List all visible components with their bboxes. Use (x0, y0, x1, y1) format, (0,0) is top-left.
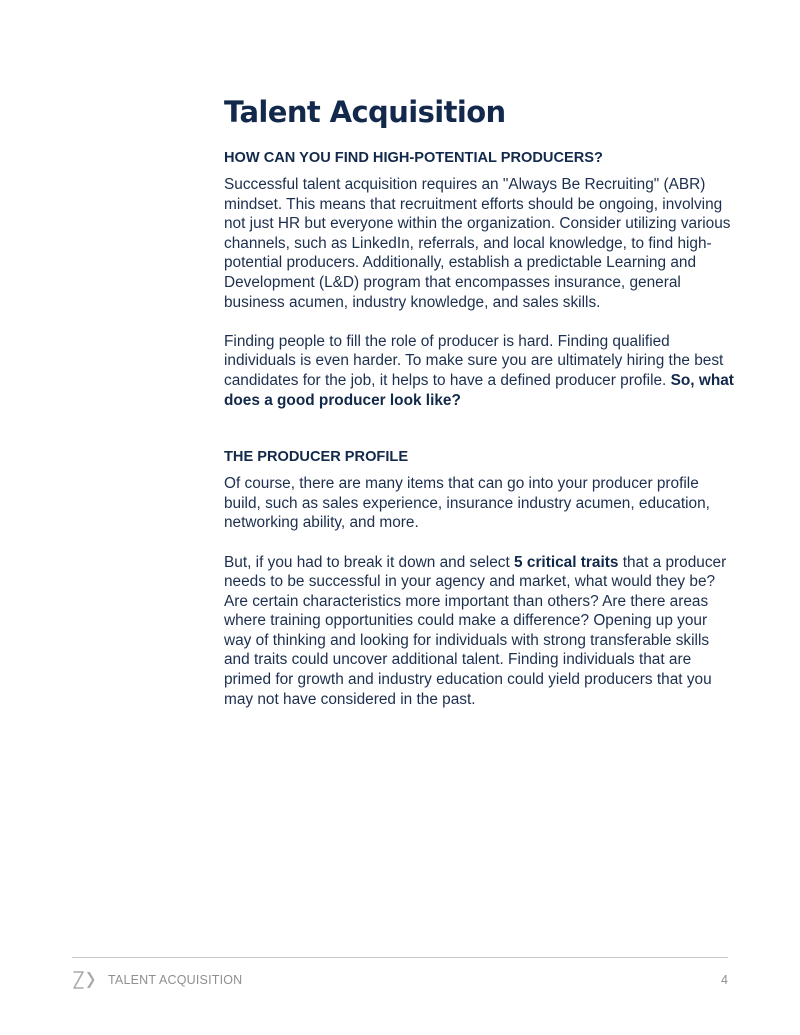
paragraph-spacer (224, 312, 734, 332)
critical-traits-bold: 5 critical traits (514, 553, 619, 571)
paragraph-text-before: But, if you had to break it down and select (224, 553, 515, 571)
paragraph-abr-mindset: Successful talent acquisition requires an "Always Be Recruiting" (ABR) mindset. This means that recruitment efforts should be ongoing, involving not just HR but everyone within the organization. Consider utilizing various channels, such as LinkedIn, referrals, and local knowledge, to find high-potential producers. Additionally, establish a predictable Learning and Development (L&D) program that encompasses insurance, general business acumen, industry knowledge, and sales skills. (224, 176, 731, 311)
paragraph-spacer (224, 533, 734, 553)
paragraph-profile-items: Of course, there are many items that can go into your producer profile build, such as sales experience, insurance industry acumen, education, networking ability, and more. (224, 475, 710, 532)
paragraph-question-bold: So, what does a good producer look like? (224, 371, 734, 409)
footer-page-number: 4 (721, 973, 728, 987)
page-title: Talent Acquisition (224, 95, 506, 129)
z-logo-icon (72, 969, 96, 991)
paragraph-producer-profile-intro (224, 332, 734, 410)
section-heading-producer-profile: THE PRODUCER PROFILE (224, 449, 409, 466)
page-content (224, 92, 734, 709)
section-spacer (224, 410, 734, 447)
footer-section-label: TALENT ACQUISITION (108, 973, 243, 987)
footer-divider (72, 957, 728, 958)
paragraph-text: Finding people to fill the role of producer is hard. Finding qualified individuals is even harder. To make sure you are ultimately hiring the best candidates for the job, it helps to have a defined producer profile. (224, 332, 724, 389)
paragraph-critical-traits (224, 553, 734, 710)
paragraph-text-after: that a producer needs to be successful in your agency and market, what would they be? Are certain characteristics more important than others? Are there areas where training opportunities could make a difference? Opening up your way of thinking and looking for individuals with strong transferable skills and traits could uncover additional talent. Finding individuals that are primed for growth and industry education could yield producers that you may not have considered in the past. (224, 553, 727, 708)
section-heading-find-producers: HOW CAN YOU FIND HIGH-POTENTIAL PRODUCERS? (224, 150, 603, 166)
